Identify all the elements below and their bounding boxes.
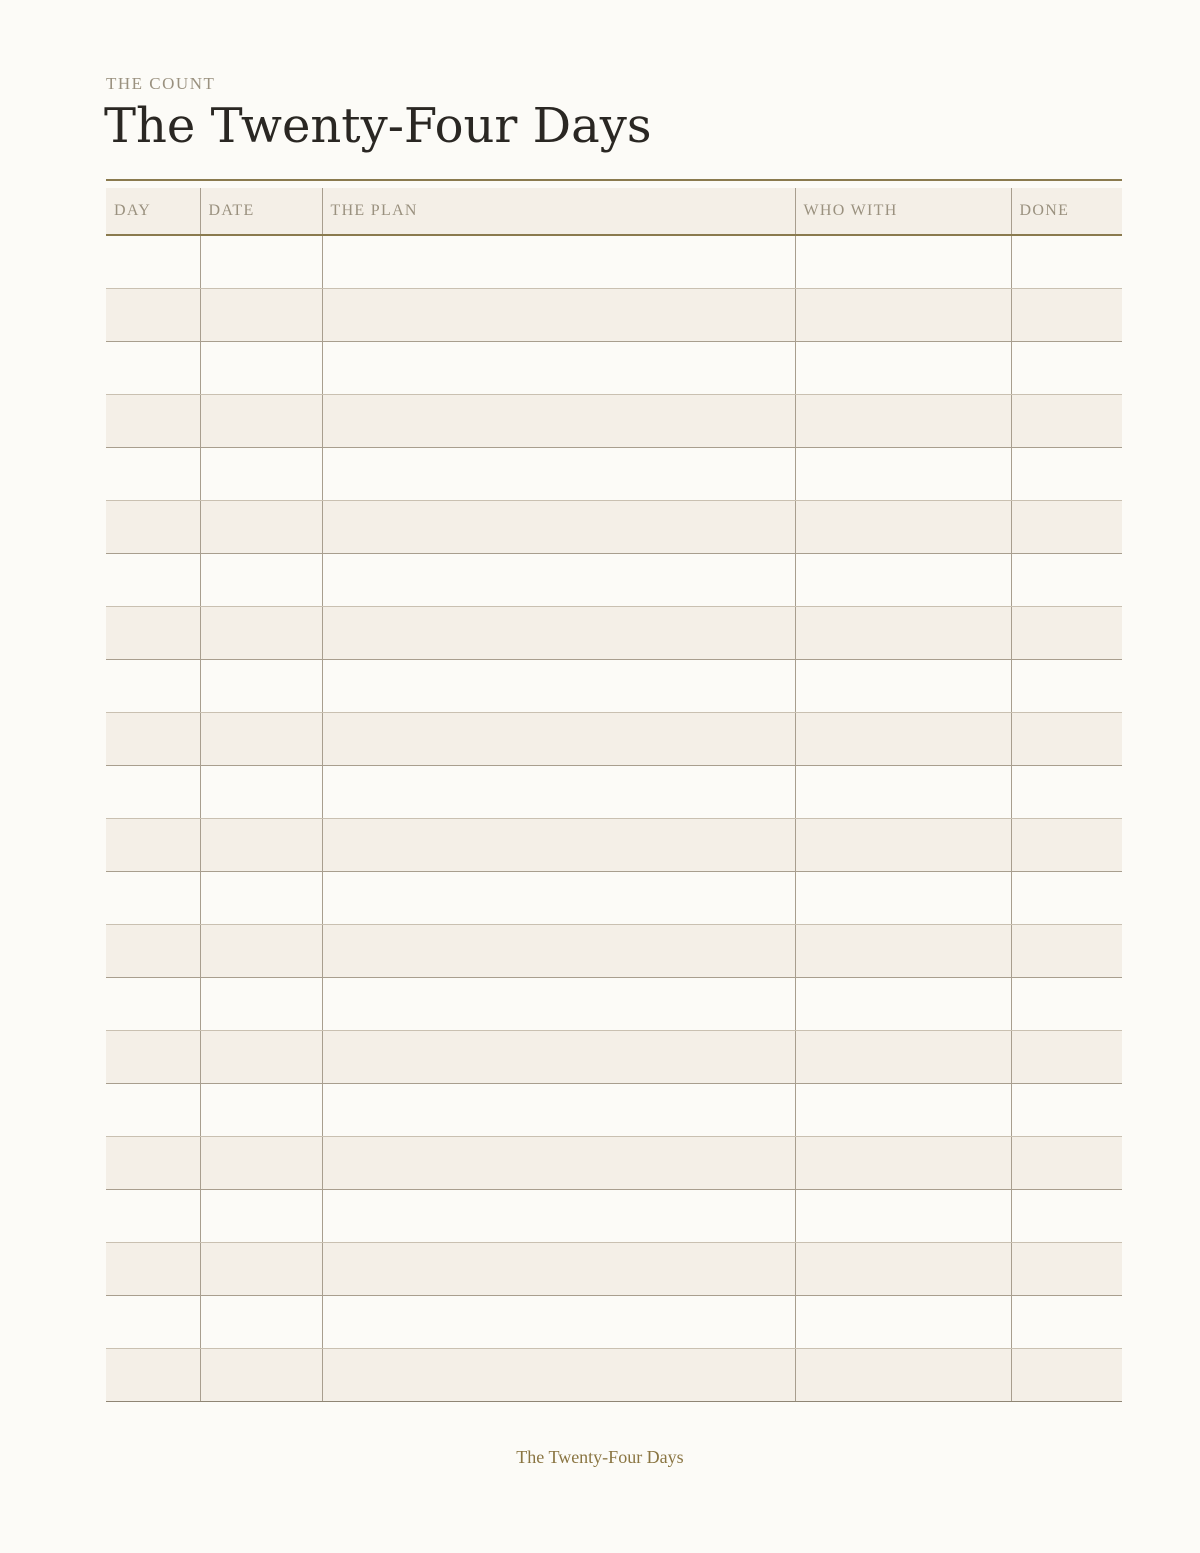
footer-title: The Twenty-Four Days	[516, 1447, 684, 1467]
cell-plan[interactable]	[322, 342, 795, 395]
cell-who-with[interactable]	[795, 819, 1011, 872]
cell-plan[interactable]	[322, 1349, 795, 1402]
cell-done[interactable]	[1011, 1243, 1122, 1296]
cell-plan[interactable]	[322, 1031, 795, 1084]
cell-day[interactable]	[106, 713, 200, 766]
table-row	[106, 1137, 1122, 1190]
cell-done[interactable]	[1011, 872, 1122, 925]
cell-day[interactable]	[106, 978, 200, 1031]
table-row	[106, 1296, 1122, 1349]
cell-done[interactable]	[1011, 342, 1122, 395]
cell-date[interactable]	[200, 1084, 322, 1137]
table-row	[106, 342, 1122, 395]
cell-day[interactable]	[106, 1137, 200, 1190]
cell-date[interactable]	[200, 607, 322, 660]
cell-date[interactable]	[200, 1296, 322, 1349]
cell-done[interactable]	[1011, 1349, 1122, 1402]
cell-done[interactable]	[1011, 1137, 1122, 1190]
table-row	[106, 978, 1122, 1031]
column-header-who-with: WHO WITH	[795, 188, 1011, 235]
cell-who-with[interactable]	[795, 1137, 1011, 1190]
cell-plan[interactable]	[322, 501, 795, 554]
cell-done[interactable]	[1011, 925, 1122, 978]
cell-date[interactable]	[200, 713, 322, 766]
table-row	[106, 395, 1122, 448]
cell-day[interactable]	[106, 819, 200, 872]
cell-who-with[interactable]	[795, 448, 1011, 501]
cell-done[interactable]	[1011, 1190, 1122, 1243]
cell-day[interactable]	[106, 448, 200, 501]
cell-plan[interactable]	[322, 872, 795, 925]
cell-who-with[interactable]	[795, 766, 1011, 819]
cell-day[interactable]	[106, 925, 200, 978]
cell-who-with[interactable]	[795, 1031, 1011, 1084]
cell-day[interactable]	[106, 289, 200, 342]
cell-who-with[interactable]	[795, 1243, 1011, 1296]
cell-done[interactable]	[1011, 235, 1122, 289]
cell-who-with[interactable]	[795, 235, 1011, 289]
cell-who-with[interactable]	[795, 501, 1011, 554]
cell-day[interactable]	[106, 872, 200, 925]
cell-done[interactable]	[1011, 766, 1122, 819]
cell-date[interactable]	[200, 1349, 322, 1402]
table-row	[106, 1031, 1122, 1084]
cell-plan[interactable]	[322, 289, 795, 342]
cell-day[interactable]	[106, 1349, 200, 1402]
cell-plan[interactable]	[322, 978, 795, 1031]
page-title: The Twenty-Four Days	[104, 98, 652, 154]
table-row	[106, 1243, 1122, 1296]
cell-done[interactable]	[1011, 554, 1122, 607]
cell-done[interactable]	[1011, 607, 1122, 660]
cell-day[interactable]	[106, 554, 200, 607]
title-divider	[106, 179, 1122, 181]
table-row	[106, 766, 1122, 819]
cell-day[interactable]	[106, 1031, 200, 1084]
cell-plan[interactable]	[322, 607, 795, 660]
table-row	[106, 872, 1122, 925]
eyebrow-label: THE COUNT	[106, 74, 216, 93]
cell-day[interactable]	[106, 395, 200, 448]
planner-table	[106, 188, 1122, 1402]
cell-plan[interactable]	[322, 713, 795, 766]
cell-day[interactable]	[106, 1084, 200, 1137]
cell-day[interactable]	[106, 766, 200, 819]
cell-date[interactable]	[200, 501, 322, 554]
table-row	[106, 1084, 1122, 1137]
cell-date[interactable]	[200, 978, 322, 1031]
cell-who-with[interactable]	[795, 713, 1011, 766]
cell-date[interactable]	[200, 554, 322, 607]
cell-done[interactable]	[1011, 1031, 1122, 1084]
cell-who-with[interactable]	[795, 395, 1011, 448]
cell-plan[interactable]	[322, 925, 795, 978]
cell-plan[interactable]	[322, 1084, 795, 1137]
cell-date[interactable]	[200, 660, 322, 713]
cell-who-with[interactable]	[795, 978, 1011, 1031]
cell-date[interactable]	[200, 289, 322, 342]
cell-date[interactable]	[200, 766, 322, 819]
cell-day[interactable]	[106, 607, 200, 660]
cell-plan[interactable]	[322, 1137, 795, 1190]
column-header-plan: THE PLAN	[322, 188, 795, 235]
cell-plan[interactable]	[322, 1296, 795, 1349]
cell-day[interactable]	[106, 235, 200, 289]
table-row	[106, 660, 1122, 713]
cell-date[interactable]	[200, 1190, 322, 1243]
cell-done[interactable]	[1011, 1084, 1122, 1137]
cell-plan[interactable]	[322, 235, 795, 289]
cell-done[interactable]	[1011, 501, 1122, 554]
cell-who-with[interactable]	[795, 342, 1011, 395]
cell-plan[interactable]	[322, 1190, 795, 1243]
cell-done[interactable]	[1011, 660, 1122, 713]
table-row	[106, 819, 1122, 872]
cell-date[interactable]	[200, 1243, 322, 1296]
table-row	[106, 1190, 1122, 1243]
cell-who-with[interactable]	[795, 1190, 1011, 1243]
cell-date[interactable]	[200, 342, 322, 395]
cell-day[interactable]	[106, 1190, 200, 1243]
cell-day[interactable]	[106, 1296, 200, 1349]
cell-done[interactable]	[1011, 289, 1122, 342]
table-body	[106, 235, 1122, 1402]
table-row	[106, 554, 1122, 607]
table-row	[106, 713, 1122, 766]
cell-date[interactable]	[200, 235, 322, 289]
cell-day[interactable]	[106, 660, 200, 713]
cell-day[interactable]	[106, 342, 200, 395]
table-row	[106, 607, 1122, 660]
cell-who-with[interactable]	[795, 660, 1011, 713]
table-row	[106, 925, 1122, 978]
cell-date[interactable]	[200, 872, 322, 925]
cell-done[interactable]	[1011, 1296, 1122, 1349]
cell-done[interactable]	[1011, 819, 1122, 872]
cell-who-with[interactable]	[795, 1084, 1011, 1137]
table-row	[106, 235, 1122, 289]
table-row	[106, 1349, 1122, 1402]
cell-plan[interactable]	[322, 448, 795, 501]
cell-date[interactable]	[200, 448, 322, 501]
cell-done[interactable]	[1011, 395, 1122, 448]
cell-date[interactable]	[200, 395, 322, 448]
cell-plan[interactable]	[322, 660, 795, 713]
cell-plan[interactable]	[322, 1243, 795, 1296]
cell-day[interactable]	[106, 1243, 200, 1296]
cell-date[interactable]	[200, 925, 322, 978]
table-row	[106, 448, 1122, 501]
cell-who-with[interactable]	[795, 1349, 1011, 1402]
cell-who-with[interactable]	[795, 1296, 1011, 1349]
cell-plan[interactable]	[322, 554, 795, 607]
table-header-row	[106, 188, 1122, 235]
cell-plan[interactable]	[322, 766, 795, 819]
cell-day[interactable]	[106, 501, 200, 554]
cell-who-with[interactable]	[795, 554, 1011, 607]
cell-date[interactable]	[200, 1137, 322, 1190]
cell-who-with[interactable]	[795, 607, 1011, 660]
cell-done[interactable]	[1011, 713, 1122, 766]
column-header-day: DAY	[106, 188, 200, 235]
cell-done[interactable]	[1011, 448, 1122, 501]
column-header-done: DONE	[1011, 188, 1122, 235]
cell-plan[interactable]	[322, 395, 795, 448]
cell-who-with[interactable]	[795, 872, 1011, 925]
table-row	[106, 289, 1122, 342]
cell-who-with[interactable]	[795, 925, 1011, 978]
cell-who-with[interactable]	[795, 289, 1011, 342]
cell-plan[interactable]	[322, 819, 795, 872]
column-header-date: DATE	[200, 188, 322, 235]
cell-date[interactable]	[200, 1031, 322, 1084]
cell-done[interactable]	[1011, 978, 1122, 1031]
table-row	[106, 501, 1122, 554]
cell-date[interactable]	[200, 819, 322, 872]
